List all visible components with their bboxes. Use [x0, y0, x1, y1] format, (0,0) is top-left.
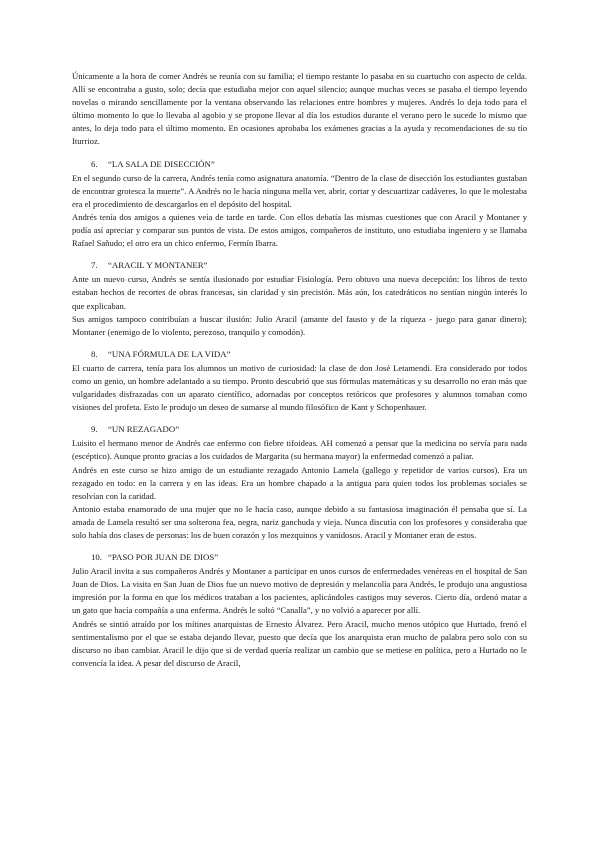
paragraph: Andrés en este curso se hizo amigo de un estudiante rezagado Antonio Lamela (gallego y repetidor de varios cursos). Era un rezagado en todo: en la carrera y en las ideas. Era un hombre chapado a la antigua para quien todos los problemas sociales se resolvían con la caridad. [72, 464, 527, 501]
paragraph: Andrés se sintió atraído por los mítines anarquistas de Ernesto Álvarez. Pero Aracil, mucho menos utópico que Hurtado, frenó el sentimentalismo por el que se estaba dejando llevar, puesto que decía que los anarquista eran mucho de palabra pero solo con su discurso no iban cambiar. Aracil le dijo que si de verdad quería realizar un cambio que se metiese en política, pero a Hurtado no le convencía la idea. A pesar del discurso de Aracil, [72, 618, 527, 668]
document-page [72, 70, 527, 670]
paragraph: El cuarto de carrera, tenía para los alumnos un motivo de curiosidad: la clase de don José Letamendi. Era considerado por todos como un genio, un hombre adelantado a su tiempo. Pronto descubrió que sus fórmulas matemáticas y su desarrollo no eran más que vulgaridades disfrazadas con un aparato científico, adornadas por conceptos retóricos que profesores y alumnos tomaban como visiones del profeta. Esto le produjo un deseo de sumarse al mundo filosófico de Kant y Schopenhauer. [72, 362, 527, 413]
paragraph: Ante un nuevo curso, Andrés se sentía ilusionado por estudiar Fisiología. Pero obtuvo una nueva decepción: los libros de texto estaban hechos de recortes de obras francesas, sin claridad y sin precisión. Más aún, los catedráticos no sentían ningún interés lo que explicaban. [72, 274, 527, 311]
intro-paragraph: Únicamente a la hora de comer Andrés se reunía con su familia; el tiempo restante lo pasaba en su cuartucho con aspecto de celda. Allí se encontraba a gusto, solo; decía que estudiaba mejor con aquel silencio; aunque muchas veces se pasaba el tiempo leyendo novelas o mirando sencillamente por la ventana observando las relaciones entre hombres y mujeres. Andrés lo deja todo para el último momento lo que lo llevaba al agobio y se propone llevar al día los estudios durante el verano pero le sucede lo mismo que antes, lo deja todo para el último momento. En ocasiones aprobaba los exámenes gracias a la ayuda y recomendaciones de su tío Iturrioz. [72, 71, 527, 147]
paragraph: Julio Aracil invita a sus compañeros Andrés y Montaner a participar en unos cursos de enfermedades venéreas en el hospital de San Juan de Dios. La visita en San Juan de Dios fue un nuevo motivo de depresión y melancolía para Andrés, le produjo una angustiosa impresión por la forma en que los médicos trataban a los pacientes, aplicándoles castigos muy severos. Cierto día, ordenó matar a un gato que hacía compañía a una enferma. Andrés le soltó “Canalla”, y no volvió a aparecer por allí. [72, 566, 527, 616]
section-number: 8. [91, 348, 98, 359]
section-number: 10. [91, 552, 102, 563]
paragraph: Antonio estaba enamorado de una mujer que no le hacía caso, aunque debido a su fantasiosa imaginación él pensaba que sí. La amada de Lamela resultó ser una solterona fea, negra, nariz ganchuda y vieja. Nunca discutía con los profesores y consideraba que solo había dos clases de personas: los de buen corazón y los mezquinos y vanidosos. Aracil y Montaner eran de estos. [72, 503, 527, 540]
paragraph: En el segundo curso de la carrera, Andrés tenía como asignatura anatomía. “Dentro de la clase de disección los estudiantes gustaban de encontrar grotesca la muerte”. A Andrés no le hacía ninguna mella ver, abrir, cortar y descuartizar cadáveres, lo que le molestaba era el procedimiento de descargarlos en el depósito del hospital. [72, 172, 527, 209]
section-number: 7. [91, 260, 98, 271]
section-heading-6 [72, 158, 527, 171]
section-title: “UNA FÓRMULA DE LA VIDA” [108, 348, 231, 359]
section-number: 6. [91, 158, 98, 169]
section-title: “UN REZAGADO” [108, 424, 180, 435]
paragraph: Luisito el hermano menor de Andrés cae enfermo con fiebre tifoideas. AH comenzó a pensar que la medicina no servía para nada (escéptico). Aunque pronto gracias a los cuidados de Margarita (su hermana mayor) la enfermedad comenzó a paliar. [72, 438, 527, 462]
section-title: “LA SALA DE DISECCIÓN” [108, 158, 215, 169]
section-heading-8 [72, 348, 527, 361]
section-title: “ARACIL Y MONTANER” [108, 260, 208, 271]
section-heading-7 [72, 259, 527, 272]
section-number: 9. [91, 424, 98, 435]
paragraph: Sus amigos tampoco contribuían a buscar ilusión: Julio Aracil (amante del fausto y de la riqueza - juego para ganar dinero); Montaner (enemigo de lo violento, perezoso, tranquilo y comodón). [72, 313, 527, 337]
paragraph: Andrés tenía dos amigos a quienes veía de tarde en tarde. Con ellos debatía las mismas cuestiones que con Aracil y Montaner y podía así apreciar y comparar sus puntos de vista. De estos amigos, compañeros de instituto, uno estudiaba ingeniero y se llamaba Rafael Sañudo; el otro era un chico enfermo, Fermín Ibarra. [72, 211, 527, 249]
section-heading-10 [72, 551, 527, 564]
section-heading-9 [72, 423, 527, 436]
section-title: “PASO POR JUAN DE DIOS” [108, 552, 219, 563]
